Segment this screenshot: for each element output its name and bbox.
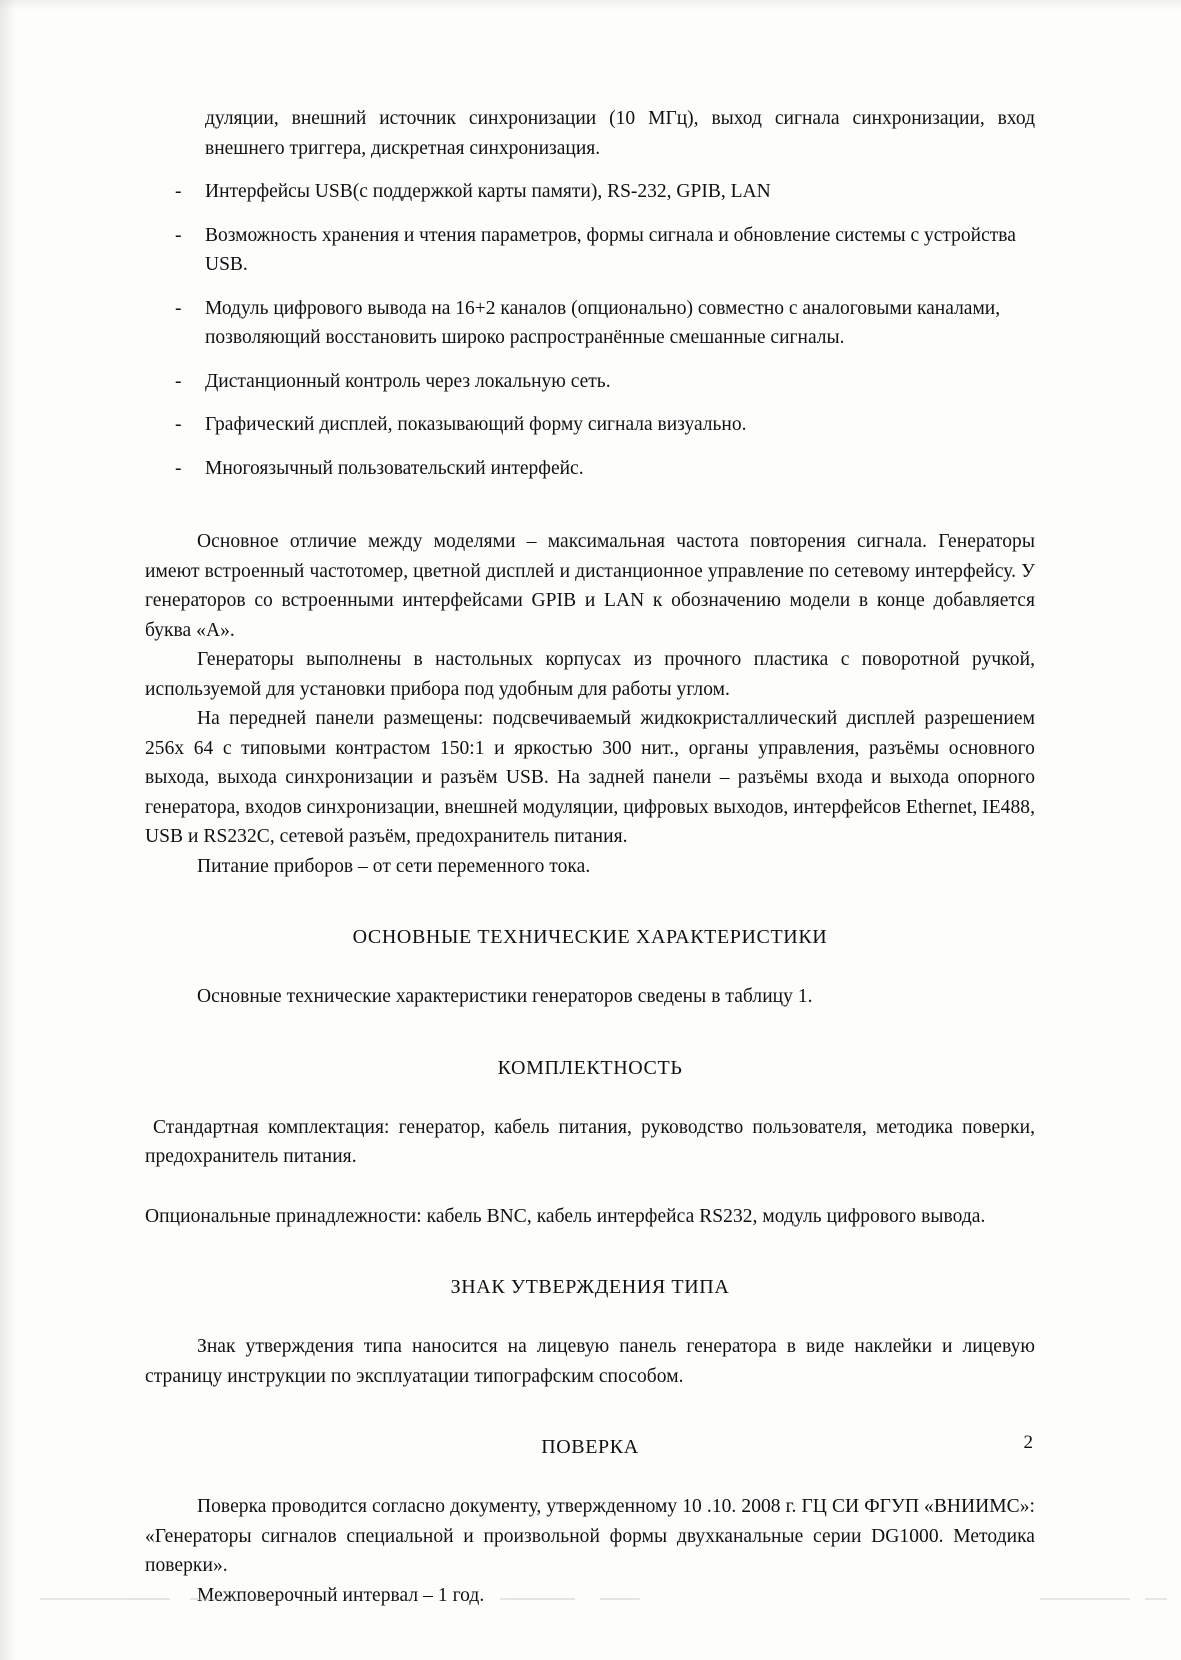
section-body-verification: Поверка проводится согласно документу, утвержденному 10 .10. 2008 г. ГЦ СИ ФГУП «ВНИИМС»: «Генераторы сигналов специальной и произвольной формы двухканальные серии DG1000. Методика поверки». — [145, 1496, 1035, 1576]
scan-mark — [500, 1598, 575, 1600]
bullet-text: Графический дисплей, показывающий форму сигнала визуально. — [205, 414, 747, 435]
spacer — [145, 1302, 1035, 1332]
bullet-text: Модуль цифрового вывода на 16+2 каналов (опционально) совместно с аналоговыми каналами, позволяющий восстановить широко распространённые смешанные сигналы. — [205, 297, 1001, 348]
section-body-specs: Основные технические характеристики генераторов сведены в таблицу 1. — [197, 986, 813, 1007]
bullet-dash-icon: - — [175, 181, 182, 202]
section-body-standard-kit: Стандартная комплектация: генератор, кабель питания, руководство пользователя, методика поверки, предохранитель питания. — [145, 1116, 1035, 1167]
list-item — [145, 367, 1035, 397]
spacer — [145, 1012, 1035, 1054]
list-item — [145, 410, 1035, 440]
scan-mark — [190, 1598, 285, 1600]
body-paragraph-models: Основное отличие между моделями – максимальная частота повторения сигнала. Генераторы имеют встроенный частотомер, цветной дисплей и дистанционное управление по сетевому интерфейсу. У генераторов со встроенными интерфейсами GPIB и LAN к обозначению модели в конце добавляется буква «А». — [145, 531, 1035, 641]
bullet-dash-icon: - — [175, 457, 182, 479]
bullet-dash-icon: - — [175, 370, 182, 392]
scan-mark — [1145, 1598, 1167, 1600]
bullet-dash-icon: - — [175, 224, 182, 246]
bullet-dash-icon: - — [175, 297, 182, 319]
bullet-dash-icon: - — [175, 414, 182, 435]
bullet-text: Дистанционный контроль через локальную сеть. — [205, 370, 611, 392]
spacer — [145, 1083, 1035, 1113]
scan-mark — [1040, 1598, 1130, 1600]
scan-mark — [600, 1598, 640, 1600]
section-body-type-approval: Знак утверждения типа наносится на лицевую панель генератора в виде наклейки и лицевую страницу инструкции по эксплуатации типографским способом. — [145, 1336, 1035, 1387]
list-item — [145, 177, 1035, 207]
body-paragraph-panels: На передней панели размещены: подсвечиваемый жидкокристаллический дисплей разрешением 256х 64 с типовыми контрастом 150:1 и яркостью 300 нит., органы управления, разъёмы основного выхода, выхода синхронизации и разъём USB. На задней панели – разъёмы входа и выхода опорного генератора, входов синхронизации, внешней модуляции, цифровых выходов, интерфейсов Ethernet, IE488, USB и RS232C, сетевой разъём, предохранитель питания. — [145, 708, 1035, 847]
list-item — [145, 221, 1035, 280]
continuation-paragraph: дуляции, внешний источник синхронизации (10 МГц), выход сигнала синхронизации, вход внешнего триггера, дискретная синхронизация. — [205, 108, 1035, 159]
list-item — [145, 294, 1035, 353]
page-content — [145, 104, 1035, 1610]
body-paragraph-power: Питание приборов – от сети переменного тока. — [197, 855, 591, 877]
bullet-text: Возможность хранения и чтения параметров, формы сигнала и обновление системы с устройства USB. — [205, 224, 1016, 275]
section-heading-specs: ОСНОВНЫЕ ТЕХНИЧЕСКИЕ ХАРАКТЕРИСТИКИ — [352, 926, 828, 948]
section-body-optional-kit: Опциональные принадлежности: кабель BNC, кабель интерфейса RS232, модуль цифрового вывода. — [145, 1205, 986, 1227]
list-item — [145, 454, 1035, 484]
scan-bottom-artifacts — [0, 1592, 1181, 1606]
scan-left-shadow — [0, 0, 16, 1660]
section-heading-type-approval: ЗНАК УТВЕРЖДЕНИЯ ТИПА — [450, 1276, 730, 1298]
spacer — [145, 881, 1035, 923]
section-heading-completeness: КОМПЛЕКТНОСТЬ — [497, 1056, 683, 1079]
spacer — [145, 497, 1035, 527]
scan-mark — [40, 1598, 170, 1600]
spacer — [145, 1462, 1035, 1492]
spacer — [145, 1391, 1035, 1433]
spacer — [145, 1231, 1035, 1273]
spacer — [145, 952, 1035, 982]
page-number: 2 — [1023, 1432, 1033, 1453]
feature-bullet-list — [145, 177, 1035, 483]
scan-top-shadow — [0, 0, 1181, 10]
bullet-text: Многоязычный пользовательский интерфейс. — [205, 457, 584, 479]
section-heading-verification: ПОВЕРКА — [541, 1436, 639, 1458]
body-paragraph-housing: Генераторы выполнены в настольных корпусах из прочного пластика с поворотной ручкой, используемой для установки прибора под удобным для работы углом. — [145, 649, 1035, 700]
section-body-verification-interval: Межповерочный интервал – 1 год. — [197, 1584, 485, 1606]
spacer — [145, 1172, 1035, 1202]
bullet-text: Интерфейсы USB(с поддержкой карты памяти), RS-232, GPIB, LAN — [205, 181, 771, 202]
